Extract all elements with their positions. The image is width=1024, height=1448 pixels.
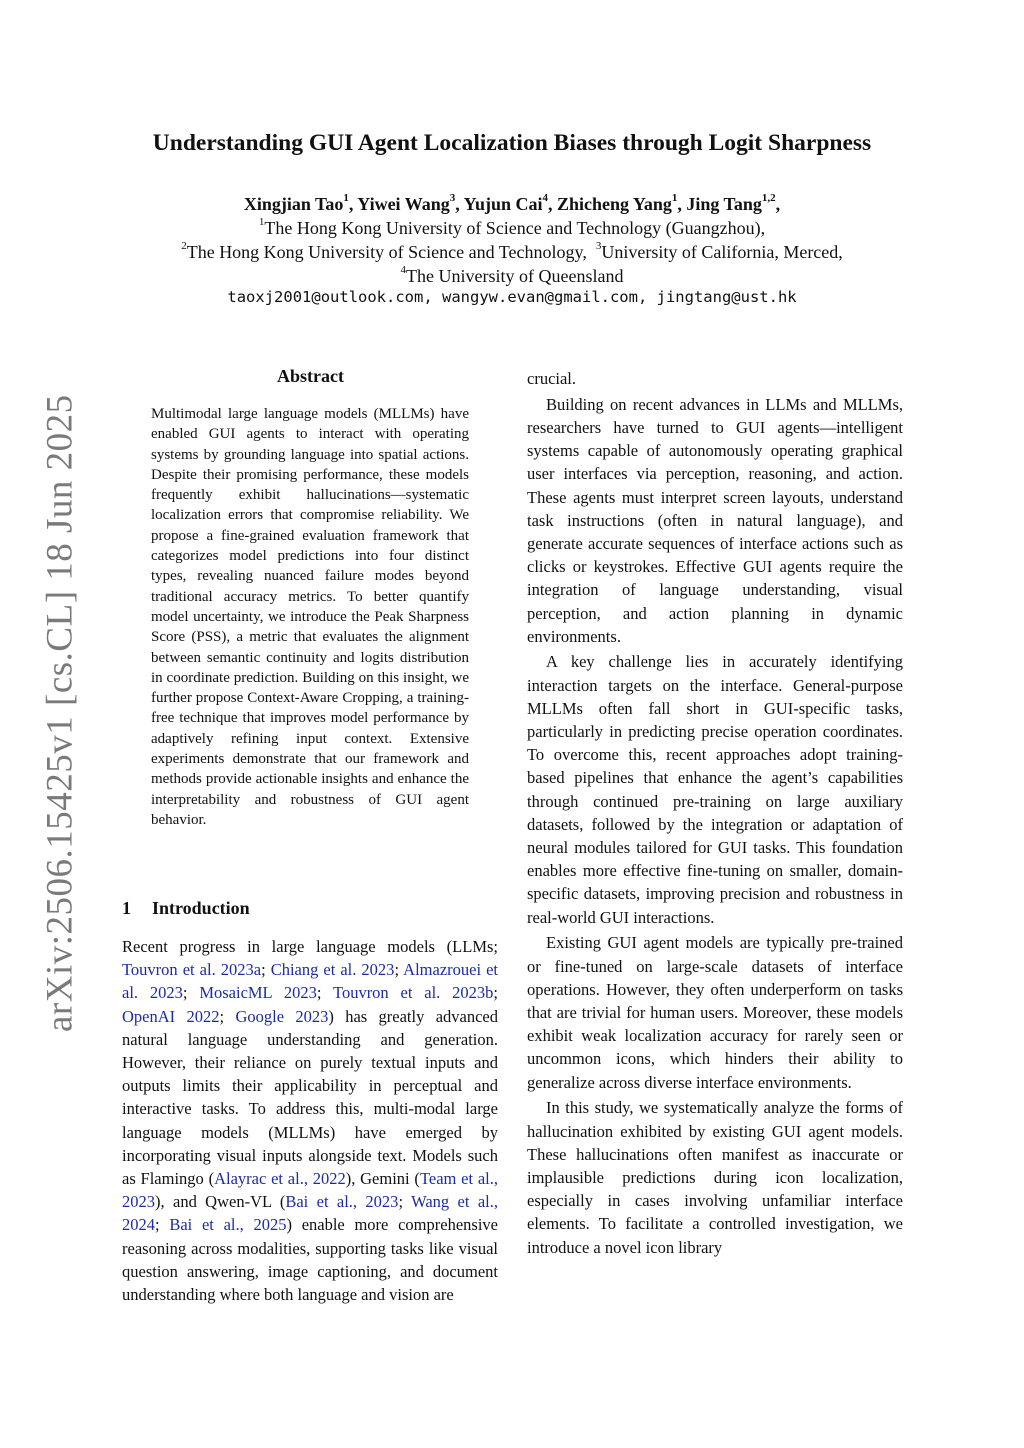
author-name[interactable]: Yiwei Wang bbox=[357, 194, 450, 214]
author-name[interactable]: Zhicheng Yang bbox=[556, 194, 672, 214]
author-name[interactable]: Jing Tang bbox=[686, 194, 762, 214]
section-heading-introduction bbox=[122, 898, 250, 919]
citation-link[interactable]: Google 2023 bbox=[235, 1006, 329, 1026]
author-emails[interactable]: taoxj2001@outlook.com, wangyw.evan@gmail.com, jingtang@ust.hk bbox=[227, 288, 797, 306]
section-title: Introduction bbox=[152, 898, 250, 918]
citation-link[interactable]: Alayrac et al., 2022 bbox=[214, 1169, 346, 1189]
abstract-text: Multimodal large language models (MLLMs) have enabled GUI agents to interact with operating systems by grounding language into spatial actions. Despite their promising performance, these models frequently exhibit hallucinations—systematic localization errors that compromise reliability. We propose a fine-grained evaluation framework that categorizes model predictions into four distinct types, revealing nuanced failure modes beyond traditional accuracy metrics. To better quantify model uncertainty, we introduce the Peak Sharpness Score (PSS), a metric that evaluates the alignment between semantic continuity and logits distribution in coordinate prediction. Building on this insight, we further propose Context-Aware Cropping, a training-free technique that improves model performance by adaptively refining input context. Extensive experiments demonstrate that our framework and methods provide actionable insights and enhance the interpretability and robustness of GUI agent behavior. bbox=[151, 406, 469, 828]
paragraph: Existing GUI agent models are typically pre-trained or fine-tuned on large-scale datasets of interface operations. However, they often underperform on tasks that are trivial for human users. Moreover, these models exhibit weak localization accuracy for rarely seen or uncommon icons, which hinders their ability to generalize across diverse interface environments. bbox=[527, 933, 903, 1092]
affiliation-line-1: $^1$The Hong Kong University of Science and Technology (Guangzhou), bbox=[258, 216, 766, 238]
citation-link[interactable]: OpenAI 2022 bbox=[122, 1006, 220, 1026]
author-affiliation-mark: 1,2 bbox=[761, 192, 776, 204]
introduction-right-column bbox=[527, 367, 903, 1261]
citation-link[interactable]: Wang et al., 2024 bbox=[122, 1192, 498, 1235]
author-name[interactable]: Yujun Cai bbox=[463, 194, 543, 214]
author-affiliation-mark: 3 bbox=[449, 192, 456, 204]
citation-link[interactable]: Bai et al., 2023 bbox=[285, 1192, 399, 1212]
paragraph: In this study, we systematically analyze the forms of hallucination exhibited by existing GUI agent models. These hallucinations often manifest as inaccurate or implausible predictions during icon localization, especially in cases involving unfamiliar interface elements. To facilitate a controlled investigation, we introduce a novel icon library bbox=[527, 1098, 903, 1257]
author-affiliation-mark: 1 bbox=[343, 192, 349, 204]
abstract-heading: Abstract bbox=[277, 366, 344, 386]
arxiv-identifier: arXiv:2506.15425v1 [cs.CL] 18 Jun 2025 bbox=[39, 394, 81, 1032]
affiliation-line-2: $^2$The Hong Kong University of Science and Technology, $^3$University of California, Merced, bbox=[181, 240, 843, 262]
author-affiliation-mark: 4 bbox=[542, 192, 548, 204]
citation-link[interactable]: Touvron et al. 2023a bbox=[122, 960, 262, 980]
citation-link[interactable]: Bai et al., 2025 bbox=[169, 1215, 287, 1235]
paper-title: Understanding GUI Agent Localization Biases through Logit Sharpness bbox=[152, 130, 872, 156]
section-number: 1 bbox=[122, 898, 131, 918]
citation-link[interactable]: Touvron et al. 2023b bbox=[333, 983, 494, 1003]
paragraph: A key challenge lies in accurately identifying interaction targets on the interface. General-purpose MLLMs often fall short in GUI-specific tasks, particularly in predicting precise operation coordinates. To overcome this, recent approaches adopt training-based pipelines that enhance the agent’s capabilities through continued pre-training on large auxiliary datasets, followed by the integration or adaptation of neural modules tailored for GUI tasks. This foundation enables more effective fine-tuning on smaller, domain-specific datasets, improving precision and robustness in real-world GUI interactions. bbox=[527, 652, 903, 927]
paragraph-continuation: crucial. bbox=[527, 369, 577, 388]
citation-link[interactable]: Chiang et al. 2023 bbox=[270, 960, 395, 980]
affiliation-line-3: $^4$The University of Queensland bbox=[400, 264, 624, 286]
author-name[interactable]: Xingjian Tao bbox=[243, 194, 344, 214]
citation-link[interactable]: MosaicML 2023 bbox=[199, 983, 317, 1003]
citation-link[interactable]: Team et al., 2023 bbox=[122, 1169, 498, 1212]
author-affiliation-mark: 1 bbox=[671, 192, 678, 204]
paragraph: Building on recent advances in LLMs and MLLMs, researchers have turned to GUI agents—intelligent systems capable of autonomously operating graphical user interfaces via perception, reasoning, and action. These agents must interpret screen layouts, understand task instructions (often in natural language), and generate accurate sequences of interface actions such as clicks or keystrokes. Effective GUI agents require the integration of language understanding, visual perception, and action planning in dynamic environments. bbox=[527, 394, 903, 646]
author-list: Xingjian Tao$^1$, Yiwei Wang$^3$, Yujun Cai$^4$, Zhicheng Yang$^1$, Jing Tang$^{1,2}$, bbox=[243, 192, 781, 214]
citation-link[interactable]: Almazrouei et al. 2023 bbox=[122, 960, 498, 1003]
paragraph: Recent progress in large language models (LLMs; Touvron et al. 2023a; Chiang et al. 2023; Almazrouei et al. 2023; MosaicML 2023; Touvron et al. 2023b; OpenAI 2022; Google 2023) has greatly advanced natural language understanding and generation. However, their reliance on purely textual inputs and outputs limits their applicability in perceptual and interactive tasks. To address this, multi-modal large language models (MLLMs) have emerged by incorporating visual inputs alongside text. Models such as Flamingo (Alayrac et al., 2022), Gemini (Team et al., 2023), and Qwen-VL (Bai et al., 2023; Wang et al., 2024; Bai et al., 2025) enable more comprehensive reasoning across modalities, supporting tasks like visual question answering, image captioning, and document understanding where both language and vision are bbox=[122, 937, 498, 1305]
introduction-left-column bbox=[122, 935, 498, 1306]
